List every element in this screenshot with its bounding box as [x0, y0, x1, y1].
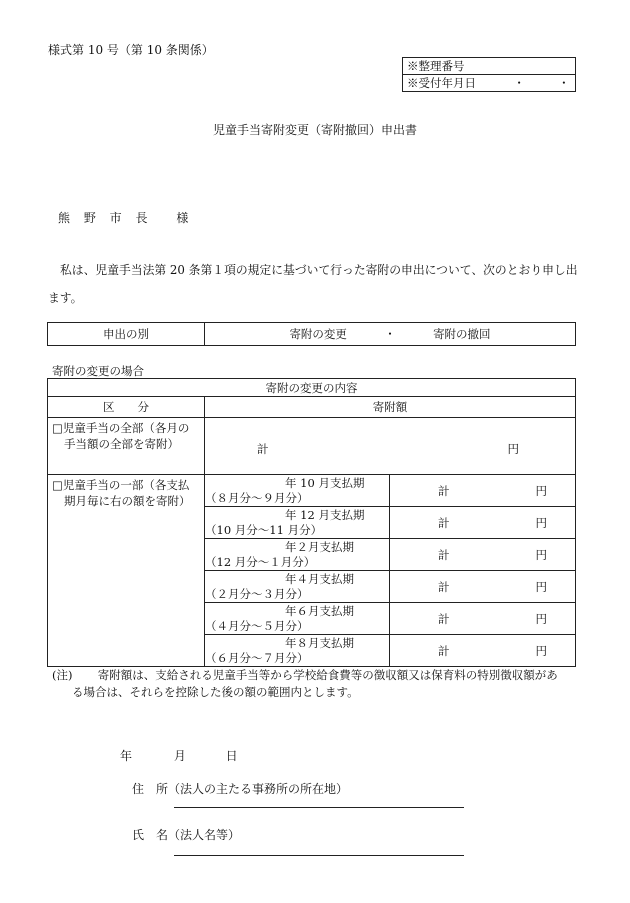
- period-line2: （６月分～７月分）: [205, 650, 309, 665]
- change-section-label: 寄附の変更の場合: [52, 364, 144, 378]
- received-date-cell: [403, 75, 576, 92]
- note-prefix: (注): [52, 668, 73, 682]
- addressee-char: 野: [83, 211, 96, 225]
- form-number: 様式第 10 号（第 10 条関係）: [48, 43, 214, 57]
- period-line2: （４月分～５月分）: [205, 618, 309, 633]
- period-line1: 年８月支払期: [285, 635, 354, 650]
- registration-box: [402, 57, 576, 92]
- name-input-line[interactable]: [174, 855, 464, 856]
- period-line1: 年 10 月支払期: [285, 475, 365, 490]
- year-label: 年: [120, 749, 133, 763]
- period-amount-cell[interactable]: [390, 539, 576, 571]
- yen-label: 円: [535, 579, 547, 594]
- note-text-line1: 寄附額は、支給される児童手当等から学校給食費等の徴収額又は保育料の特別徴収額があ: [97, 668, 558, 682]
- period-line1: 年６月支払期: [285, 603, 354, 618]
- period-cell: [205, 507, 390, 539]
- period-cell: [205, 475, 390, 507]
- option-change[interactable]: 寄附の変更: [289, 327, 347, 341]
- addressee-char: 熊: [58, 211, 71, 225]
- period-cell: [205, 571, 390, 603]
- addressee-char: 長: [135, 211, 148, 225]
- period-amount-cell[interactable]: [390, 603, 576, 635]
- day-label: 日: [225, 749, 238, 763]
- table-title: 寄附の変更の内容: [48, 379, 576, 397]
- yen-label: 円: [535, 547, 547, 562]
- note-text-line2: る場合は、それらを控除した後の額の範囲内とします。: [72, 685, 359, 699]
- period-cell: [205, 539, 390, 571]
- period-line2: （２月分～３月分）: [205, 586, 309, 601]
- yen-label: 円: [535, 643, 547, 658]
- column-header-category: 区 分: [48, 397, 205, 418]
- yen-label: 円: [507, 442, 519, 456]
- date-fields[interactable]: [120, 747, 238, 764]
- period-line2: （８月分～９月分）: [205, 490, 309, 505]
- yen-label: 円: [535, 483, 547, 498]
- received-date-label: ※受付年月日: [407, 76, 476, 90]
- category-all[interactable]: [48, 418, 205, 475]
- period-amount-cell[interactable]: [390, 475, 576, 507]
- period-amount-cell[interactable]: [390, 635, 576, 667]
- category-partial-line2: 期月毎に右の額を寄附）: [64, 494, 191, 508]
- total-label: 計: [438, 643, 450, 658]
- category-all-line2: 手当額の全部を寄附）: [64, 437, 179, 451]
- category-partial-line1: □児童手当の一部（各支払: [52, 478, 190, 492]
- application-type-options: [205, 323, 576, 346]
- period-cell: [205, 635, 390, 667]
- option-separator: ・: [384, 327, 396, 341]
- received-date-dot: ・: [513, 76, 525, 90]
- period-line1: 年２月支払期: [285, 539, 354, 554]
- period-line1: 年 12 月支払期: [285, 507, 365, 522]
- registration-number-label: ※整理番号: [403, 58, 576, 75]
- period-line2: （10 月分～11 月分）: [205, 522, 323, 537]
- application-type-table: [47, 322, 576, 346]
- address-input-line[interactable]: [174, 807, 464, 808]
- body-text: 私は、児童手当法第 20 条第１項の規定に基づいて行った寄附の申出について、次のとおり申し出ます。: [48, 263, 578, 305]
- category-all-line1: □児童手当の全部（各月の: [52, 421, 190, 435]
- application-type-label: 申出の別: [48, 323, 205, 346]
- option-withdraw[interactable]: 寄附の撤回: [433, 327, 491, 341]
- page-title: 児童手当寄附変更（寄附撤回）申出書: [212, 123, 417, 137]
- address-label: 住 所（法人の主たる事務所の所在地）: [132, 782, 349, 796]
- addressee: [58, 209, 188, 226]
- note: [52, 667, 588, 701]
- addressee-char: 様: [176, 211, 189, 225]
- total-label: 計: [438, 547, 450, 562]
- total-label: 計: [438, 515, 450, 530]
- total-label: 計: [257, 442, 269, 456]
- received-date-dot: ・: [558, 76, 570, 90]
- total-label: 計: [438, 611, 450, 626]
- total-label: 計: [438, 483, 450, 498]
- yen-label: 円: [535, 611, 547, 626]
- period-line1: 年４月支払期: [285, 571, 354, 586]
- yen-label: 円: [535, 515, 547, 530]
- period-amount-cell[interactable]: [390, 571, 576, 603]
- period-line2: （12 月分～１月分）: [205, 554, 316, 569]
- name-label: 氏 名（法人名等）: [132, 828, 241, 842]
- all-amount-cell[interactable]: [205, 418, 576, 475]
- period-amount-cell[interactable]: [390, 507, 576, 539]
- month-label: 月: [173, 749, 186, 763]
- category-partial[interactable]: [48, 475, 205, 667]
- addressee-char: 市: [109, 211, 122, 225]
- column-header-amount: 寄附額: [205, 397, 576, 418]
- total-label: 計: [438, 579, 450, 594]
- change-content-table: [47, 378, 576, 667]
- period-cell: [205, 603, 390, 635]
